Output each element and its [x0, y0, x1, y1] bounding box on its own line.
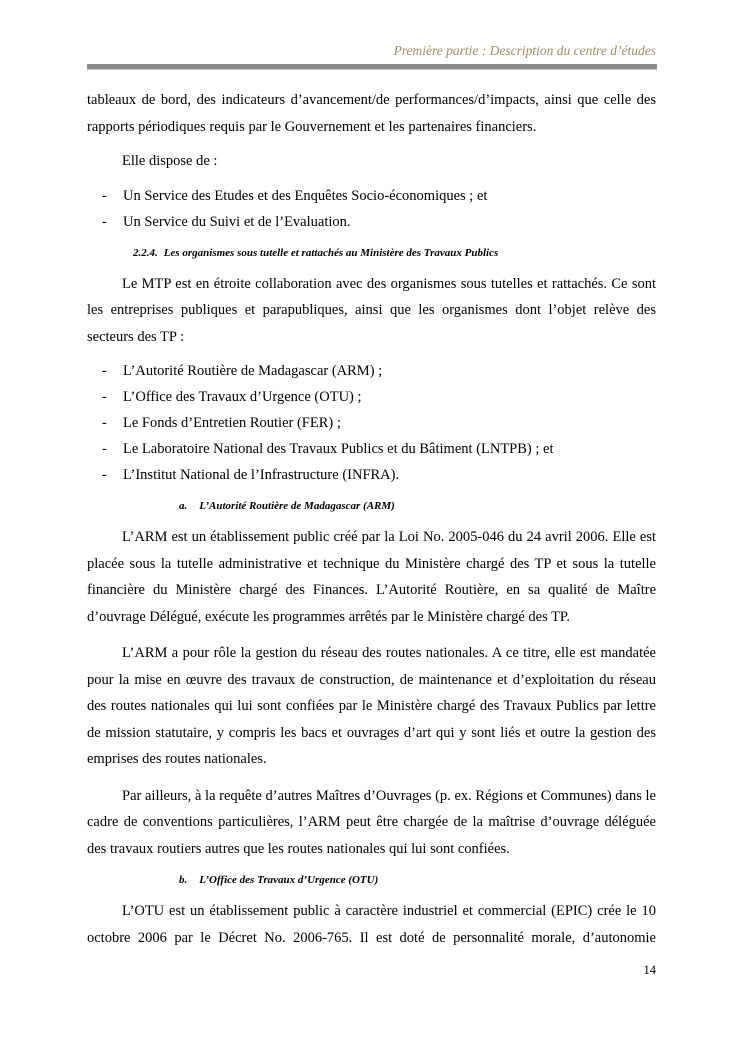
header-rule — [87, 64, 657, 70]
section-title: L’Autorité Routière de Madagascar (ARM) — [199, 500, 395, 512]
services-list — [87, 183, 656, 235]
list-item-text: L’Office des Travaux d’Urgence (OTU) ; — [123, 389, 362, 405]
list-item — [87, 183, 656, 209]
paragraph: tableaux de bord, des indicateurs d’avancement/de performances/d’impacts, ainsi que celle des rapports périodiques requis par le Gouvernement et les partenaires financiers. — [87, 92, 656, 135]
paragraph: L’ARM est un établissement public créé par la Loi No. 2005-046 du 24 avril 2006. Elle est placée sous la tutelle administrative et technique du Ministère chargé des TP et sous la tutelle financière du Ministère chargé des Finances. L’Autorité Routière, en sa qualité de Maître d’ouvrage Délégué, exécute les programmes arrêtés par le Ministère chargé des TP. — [87, 529, 656, 625]
section-number: b. — [179, 874, 188, 886]
organismes-list — [87, 358, 656, 488]
page-number: 14 — [643, 963, 656, 977]
list-item-text: L’Autorité Routière de Madagascar (ARM) ; — [123, 363, 383, 379]
list-item — [87, 358, 656, 384]
list-dash: - — [102, 213, 107, 230]
list-item — [87, 462, 656, 488]
list-item-text: Le Fonds d’Entretien Routier (FER) ; — [123, 415, 341, 431]
list-dash: - — [102, 389, 107, 405]
list-item-text: Un Service du Suivi et de l’Evaluation. — [123, 213, 351, 230]
list-item — [87, 384, 656, 410]
section-number: 2.2.4. — [133, 246, 158, 259]
section-title: Les organismes sous tutelle et rattachés au Ministère des Travaux Publics — [163, 246, 499, 259]
list-dash: - — [102, 415, 107, 431]
running-header: Première partie : Description du centre d’études — [393, 43, 656, 58]
list-item — [87, 209, 656, 235]
section-heading-a — [87, 496, 656, 516]
list-item-text: Le Laboratoire National des Travaux Publics et du Bâtiment (LNTPB) ; et — [123, 441, 554, 457]
paragraph: Par ailleurs, à la requête d’autres Maîtres d’Ouvrages (p. ex. Régions et Communes) dans le cadre de conventions particulières, l’ARM peut être chargée de la maîtrise d’ouvrage déléguée des travaux routiers autres que les routes nationales qui lui sont confiées. — [87, 787, 656, 857]
list-dash: - — [102, 363, 107, 379]
list-dash: - — [102, 441, 107, 457]
list-dash: - — [102, 187, 107, 204]
list-item — [87, 410, 656, 436]
paragraph: L’OTU est un établissement public à caractère industriel et commercial (EPIC) crée le 10 octobre 2006 par le Décret No. 2006-765. Il est doté de personnalité morale, d’autonomie — [87, 903, 656, 946]
paragraph: Elle dispose de : — [122, 153, 218, 169]
section-heading-2-2-4 — [87, 243, 656, 263]
section-title: L’Office des Travaux d’Urgence (OTU) — [199, 874, 379, 886]
paragraph: L’ARM a pour rôle la gestion du réseau des routes nationales. A ce titre, elle est mandatée pour la mise en œuvre des travaux de construction, de maintenance et d’exploitation du réseau des routes nationales qui lui sont confiées par le Ministère chargé des Travaux Publics par lettre de mission statutaire, y compris les bacs et ouvrages d’art qui y sont liés et outre la gestion des emprises des routes nationales. — [87, 645, 656, 767]
section-heading-b — [87, 870, 656, 890]
list-item — [87, 436, 656, 462]
list-item-text: Un Service des Etudes et des Enquêtes Socio-économiques ; et — [123, 187, 488, 204]
section-number: a. — [179, 500, 188, 512]
list-dash: - — [102, 467, 107, 483]
page-body — [87, 87, 656, 951]
list-item-text: L’Institut National de l’Infrastructure (INFRA). — [123, 467, 400, 483]
paragraph: Le MTP est en étroite collaboration avec des organismes sous tutelles et rattachés. Ce sont les entreprises publiques et parapubliques, ainsi que les organismes dont l’objet relève des secteurs des TP : — [87, 275, 656, 345]
